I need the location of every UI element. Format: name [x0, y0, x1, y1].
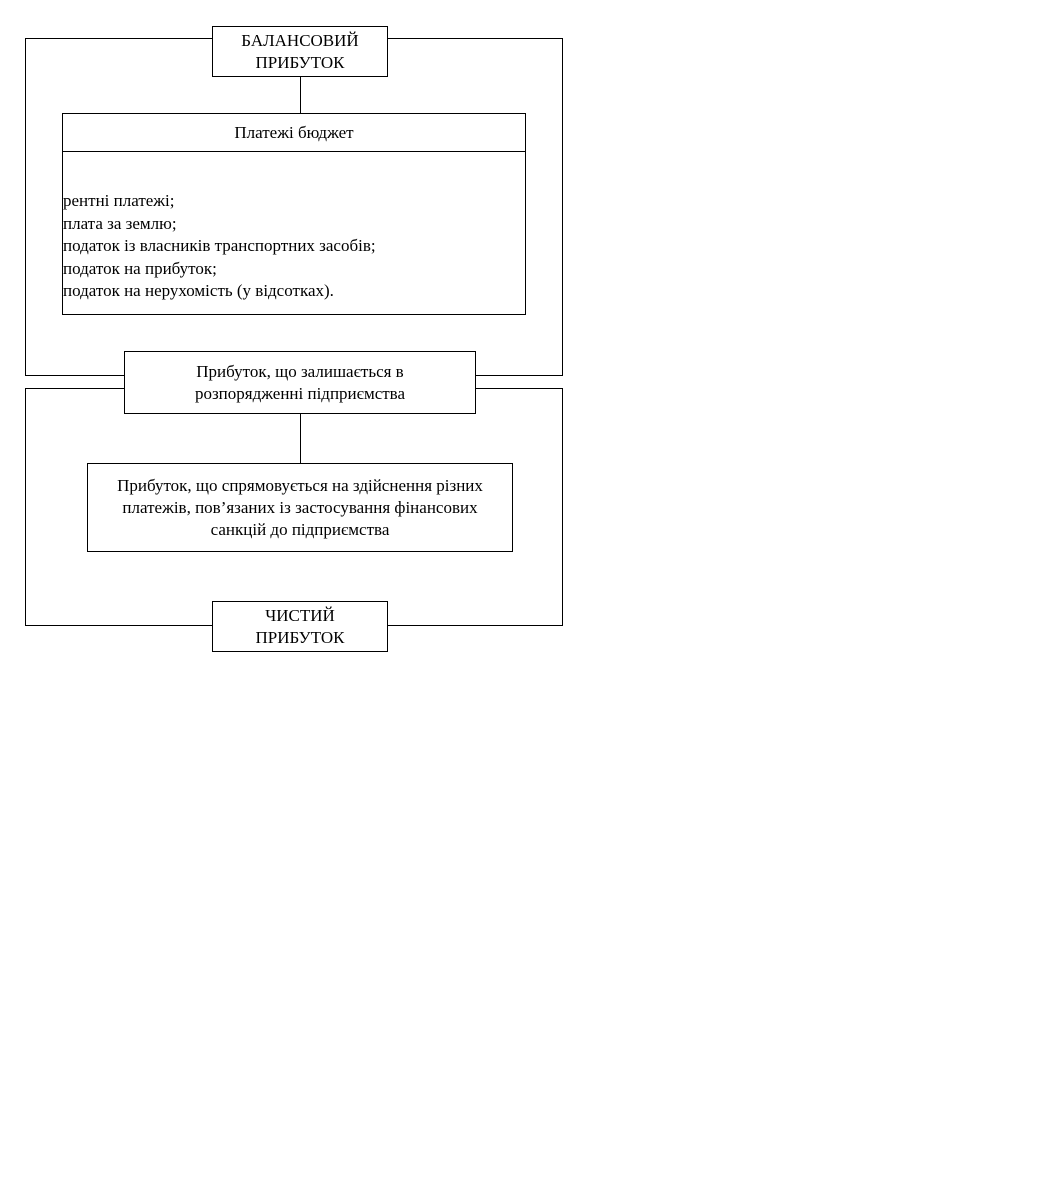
balance-profit-line1: БАЛАНСОВИЙ: [241, 31, 359, 50]
budget-payments-header: [63, 114, 525, 152]
sanctions-profit-line1: Прибуток, що спрямовується на здійснення різних: [117, 475, 483, 495]
budget-payments-box: [62, 113, 526, 315]
budget-payments-list: [63, 190, 376, 303]
list-item: плата за землю;: [63, 213, 177, 233]
remaining-profit-box: [124, 351, 476, 414]
list-item: податок на прибуток;: [63, 258, 217, 278]
list-item: податок на нерухомість (у відсотках).: [63, 281, 334, 300]
balance-profit-box: [212, 26, 388, 77]
balance-profit-line2: ПРИБУТОК: [255, 53, 345, 72]
budget-payments-title: Платежі бюджет: [234, 122, 354, 142]
sanctions-profit-line2: платежів, пов’язаних із застосування фінансових: [122, 497, 478, 517]
net-profit-line2: ПРИБУТОК: [255, 628, 345, 647]
sanctions-profit-line3: санкцій до підприємства: [210, 519, 390, 539]
remaining-profit-line2: розпорядженні підприємства: [194, 383, 406, 403]
remaining-profit-line1: Прибуток, що залишається в: [196, 361, 404, 381]
net-profit-line1: ЧИСТИЙ: [265, 606, 335, 625]
sanctions-profit-box: [87, 463, 513, 552]
list-item: податок із власників транспортних засобів;: [63, 236, 376, 255]
list-item: рентні платежі;: [63, 191, 175, 210]
net-profit-box: [212, 601, 388, 652]
